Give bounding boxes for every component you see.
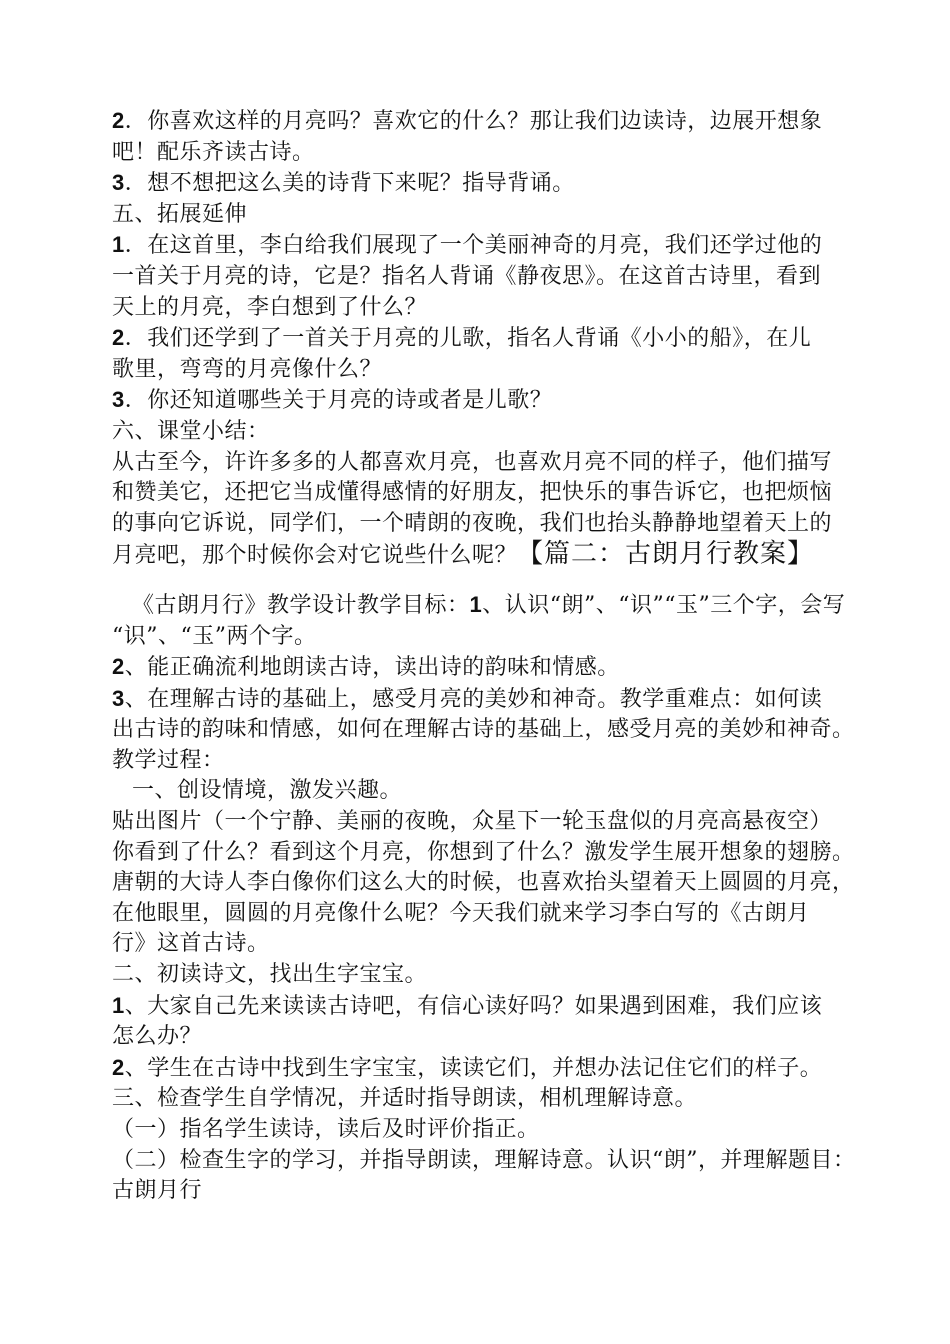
item-number: 3 <box>112 170 125 196</box>
text-line <box>112 168 890 200</box>
text-line <box>112 652 890 684</box>
text-line <box>112 991 890 1023</box>
section-heading <box>112 776 890 807</box>
line-text: “识”、“玉”两个字。 <box>112 623 317 649</box>
text-line <box>112 448 890 479</box>
line-text: 怎么办？ <box>112 1024 203 1050</box>
line-text: 的事向它诉说，同学们，一个晴朗的夜晚，我们也抬头静静地望着天上的 <box>112 510 833 536</box>
text-line <box>112 899 890 930</box>
text-line <box>112 1146 890 1177</box>
text-line <box>112 323 890 355</box>
text-line <box>112 539 890 572</box>
text-line <box>112 929 890 960</box>
line-text: 古朗月行 <box>112 1178 203 1204</box>
line-text: 、认识“朗”、“识”“玉”三个字，会写 <box>482 592 846 618</box>
item-number: 2 <box>112 108 125 133</box>
item-number: 1 <box>469 591 483 617</box>
line-text: 在他眼里，圆圆的月亮像什么呢？今天我们就来学习李白写的《古朗月 <box>112 900 810 926</box>
text-line <box>112 1022 890 1053</box>
line-text: （一）指名学生读诗，读后及时评价指正。 <box>112 1117 540 1142</box>
section-heading <box>112 417 890 448</box>
line-text: 你看到了什么？看到这个月亮，你想到了什么？激发学生展开想象的翅膀。 <box>112 839 855 865</box>
line-text: 一首关于月亮的诗，它是？指名人背诵《静夜思》。在这首古诗里，看到 <box>112 263 822 289</box>
line-text: 五、拓展延伸 <box>112 201 248 227</box>
line-text: 《古朗月行》教学设计教学目标： <box>132 592 470 618</box>
section-heading <box>112 960 890 991</box>
section-heading <box>112 200 890 231</box>
text-line <box>112 868 890 899</box>
line-text: （二）检查生字的学习，并指导朗读，理解诗意。认识“朗”，并理解题目： <box>112 1147 856 1173</box>
line-text: 吧！配乐齐读古诗。 <box>112 139 315 165</box>
line-text: 月亮吧，那个时候你会对它说些什么呢？ <box>112 543 518 569</box>
spacer <box>112 572 890 590</box>
line-text: 二、初读诗文，找出生字宝宝。 <box>112 962 428 988</box>
line-text: 贴出图片（一个宁静、美丽的夜晚，众星下一轮玉盘似的月亮高悬夜空） <box>112 809 833 835</box>
line-text: 出古诗的韵味和情感，如何在理解古诗的基础上，感受月亮的美妙和神奇。 <box>112 717 855 743</box>
text-line <box>112 230 890 262</box>
line-text: 、在理解古诗的基础上，感受月亮的美妙和神奇。教学重难点：如何读 <box>124 686 823 712</box>
line-text: ．在这首里，李白给我们展现了一个美丽神奇的月亮，我们还学过他的 <box>124 233 823 259</box>
text-line <box>112 622 890 653</box>
text-line <box>112 838 890 869</box>
text-line <box>112 262 890 293</box>
line-text: 六、课堂小结： <box>112 418 270 444</box>
text-line <box>112 509 890 540</box>
line-text: 一、创设情境，激发兴趣。 <box>132 778 403 804</box>
line-text: ．我们还学到了一首关于月亮的儿歌，指名人背诵《小小的船》，在儿 <box>124 326 812 352</box>
text-line <box>112 478 890 509</box>
text-line <box>112 1115 890 1146</box>
line-text: 和赞美它，还把它当成懂得感情的好朋友，把快乐的事告诉它，也把烦恼 <box>112 480 833 506</box>
line-text: 三、检查学生自学情况，并适时指导朗读，相机理解诗意。 <box>112 1086 698 1112</box>
line-text: 歌里，弯弯的月亮像什么？ <box>112 356 383 382</box>
line-text: 、大家自己先来读读古诗吧，有信心读好吗？如果遇到困难，我们应该 <box>124 993 823 1019</box>
item-number: 3 <box>112 387 125 413</box>
item-number: 1 <box>112 232 125 258</box>
text-line <box>112 590 890 622</box>
text-line <box>112 293 890 324</box>
section-heading <box>112 1084 890 1115</box>
item-number: 3 <box>112 685 125 711</box>
line-text: 、学生在古诗中找到生字宝宝，读读它们，并想办法记住它们的样子。 <box>124 1055 823 1081</box>
text-line <box>112 355 890 386</box>
text-line <box>112 715 890 746</box>
item-number: 2 <box>112 325 125 351</box>
line-text: 唐朝的大诗人李白像你们这么大的时候，也喜欢抬头望着天上圆圆的月亮， <box>112 870 855 896</box>
text-line <box>112 106 890 138</box>
line-text: 从古至今，许许多多的人都喜欢月亮，也喜欢月亮不同的样子，他们描写 <box>112 449 833 475</box>
line-text: 天上的月亮，李白想到了什么？ <box>112 294 428 320</box>
item-number: 2 <box>112 1054 125 1080</box>
line-text: ．你喜欢这样的月亮吗？喜欢它的什么？那让我们边读诗，边展开想象 <box>124 109 823 134</box>
item-number: 2 <box>112 654 125 680</box>
item-number: 1 <box>112 992 125 1018</box>
text-line <box>112 684 890 716</box>
article-heading: 【篇二：古朗月行教案】 <box>517 539 815 570</box>
line-text: ．想不想把这么美的诗背下来呢？指导背诵。 <box>124 171 575 197</box>
line-text: ．你还知道哪些关于月亮的诗或者是儿歌？ <box>124 388 553 414</box>
section-heading <box>112 746 890 777</box>
line-text: 行》这首古诗。 <box>112 931 270 957</box>
text-line <box>112 1176 890 1207</box>
text-line <box>112 1053 890 1085</box>
text-line <box>112 385 890 417</box>
text-line <box>112 138 890 169</box>
line-text: 教学过程： <box>112 747 225 773</box>
line-text: 、能正确流利地朗读古诗，读出诗的韵味和情感。 <box>124 655 620 681</box>
text-line <box>112 807 890 838</box>
